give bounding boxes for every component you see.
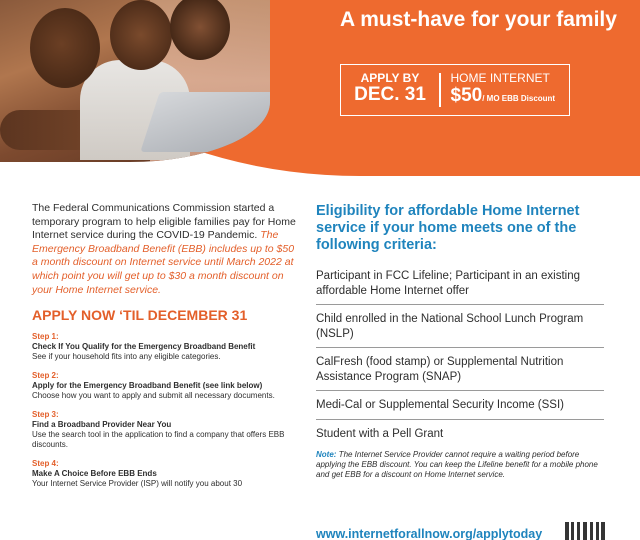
criteria-item: Student with a Pell Grant xyxy=(316,427,444,440)
discount-amount: $50 xyxy=(450,85,483,106)
apply-deadline-box xyxy=(340,64,570,116)
apply-now-heading: APPLY NOW ‘TIL DECEMBER 31 xyxy=(32,307,248,324)
criteria-list xyxy=(316,262,604,447)
criteria-item: Participant in FCC Lifeline; Participant in an existing affordable Home Internet offer xyxy=(316,262,604,305)
intro-highlight: The Emergency Broadband Benefit (EBB) includes up to $50 a month discount on Internet service until March 2022 at which point you will get up to $30 a month discount on your Home Internet service. xyxy=(32,229,295,296)
home-internet-label: HOME INTERNET xyxy=(450,71,550,85)
criteria-item: Child enrolled in the National School Lunch Program (NSLP) xyxy=(316,305,604,348)
right-column xyxy=(316,203,604,480)
step-item: Step 3: Find a Broadband Provider Near You Use the search tool in the application to find a company that offers EBB discounts. xyxy=(32,410,285,450)
left-column xyxy=(32,202,300,489)
note-text: Note: The Internet Service Provider cannot require a waiting period before applying the EBB discount. You can keep the Lifeline benefit for a mobile phone and get EBB for a discount on Home Internet service. xyxy=(316,450,598,479)
eligibility-heading: Eligibility for affordable Home Internet service if your home meets one of the following criteria: xyxy=(316,203,580,253)
criteria-item: Medi-Cal or Supplemental Security Income (SSI) xyxy=(316,391,604,420)
discount-subtext: / MO EBB Discount xyxy=(482,94,556,103)
qr-code-icon[interactable] xyxy=(565,522,605,540)
step-item: Step 2: Apply for the Emergency Broadband Benefit (see link below) Choose how you want to apply and submit all necessary documents. xyxy=(32,371,275,401)
intro-paragraph: The Federal Communications Commission started a temporary program to help eligible families pay for Home Internet service during the COVID-19 Pandemic. The Emergency Broadband Benefit (EBB) includes up to $50 a month discount on Internet service until March 2022 at which point you will get up to $30 a month discount on your Home Internet service. xyxy=(32,202,296,296)
criteria-item: CalFresh (food stamp) or Supplemental Nutrition Assistance Program (SNAP) xyxy=(316,348,604,391)
apply-by-label: APPLY BY xyxy=(360,71,420,85)
step-item: Step 4: Make A Choice Before EBB Ends Your Internet Service Provider (ISP) will notify you about 30 xyxy=(32,459,243,489)
family-laptop-photo xyxy=(0,0,270,162)
apply-url-link[interactable]: www.internetforallnow.org/applytoday xyxy=(316,527,543,540)
step-item: Step 1: Check If You Qualify for the Emergency Broadband Benefit See if your household fits into any eligible categories. xyxy=(32,332,256,362)
hero-tagline: A must-have for your family xyxy=(340,8,617,31)
apply-by-date: DEC. 31 xyxy=(354,84,426,105)
hero-banner xyxy=(0,0,640,176)
